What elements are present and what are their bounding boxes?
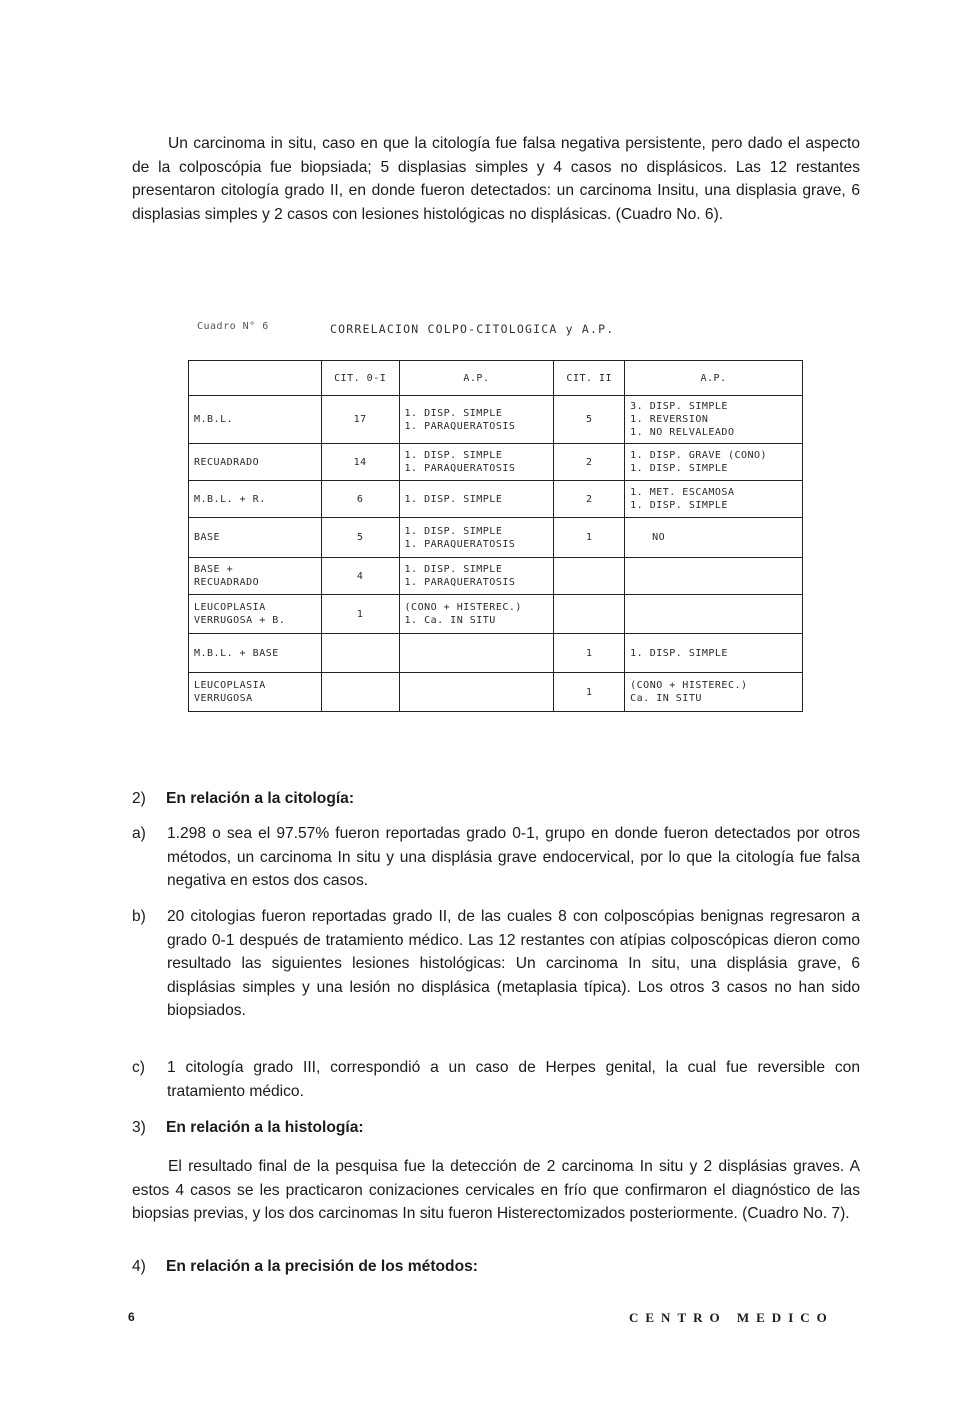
histology-paragraph: El resultado final de la pesquisa fue la detección de 2 carcinoma In situ y 2 displásias graves. A estos 4 casos se les practicaron conizaciones cervicales en frío que confirmaron el diagnóstico de las biopsias previas, y los dos carcinomas In situ fueron Histerectomizados posteriormente. (Cuadro No. 7). xyxy=(132,1158,860,1222)
cit-01-count: 5 xyxy=(321,518,399,558)
cit-01-count: 17 xyxy=(321,396,399,444)
ap-cit01-result: 1. DISP. SIMPLE 1. PARAQUERATOSIS xyxy=(399,396,554,444)
cit-2-count: 2 xyxy=(554,444,625,481)
cit-01-count xyxy=(321,673,399,712)
correlation-table xyxy=(188,360,803,712)
table-row xyxy=(189,673,803,712)
ap-cit2-result: 3. DISP. SIMPLE 1. REVERSION 1. NO RELVALEADO xyxy=(625,396,803,444)
cit-2-count xyxy=(554,595,625,634)
ap-cit2-result: 1. DISP. GRAVE (CONO) 1. DISP. SIMPLE xyxy=(625,444,803,481)
cit-2-count: 1 xyxy=(554,673,625,712)
ap-cit2-result xyxy=(625,558,803,595)
table-row xyxy=(189,396,803,444)
table-row xyxy=(189,444,803,481)
intro-paragraph: Un carcinoma in situ, caso en que la citología fue falsa negativa persistente, pero dado el aspecto de la colposcópia fue biopsiada; 5 displasias simples y 4 casos no displásicos. Las 12 restantes presentaron citología grado II, en donde fueron detectados: un carcinoma Insitu, una displasia grave, 6 displasias simples y 2 casos con lesiones histológicas no displásicas. (Cuadro No. 6). xyxy=(132,135,860,223)
table-row xyxy=(189,558,803,595)
table-row xyxy=(189,634,803,673)
section-2-number: 2) xyxy=(132,790,146,807)
row-name: BASE xyxy=(189,518,322,558)
ap-cit01-result: 1. DISP. SIMPLE xyxy=(399,481,554,518)
table-title: CORRELACION COLPO-CITOLOGICA y A.P. xyxy=(330,322,615,336)
item-text-c: 1 citología grado III, correspondió a un caso de Herpes genital, la cual fue reversible con tratamiento médico. xyxy=(167,1059,860,1100)
table-header-cell xyxy=(189,361,322,396)
ap-cit01-result: (CONO + HISTEREC.) 1. Ca. IN SITU xyxy=(399,595,554,634)
row-name: RECUADRADO xyxy=(189,444,322,481)
section-4-heading: En relación a la precisión de los métodos: xyxy=(166,1258,478,1275)
item-label-b: b) xyxy=(132,908,146,925)
row-name: M.B.L. xyxy=(189,396,322,444)
cit-2-count: 5 xyxy=(554,396,625,444)
ap-cit01-result: 1. DISP. SIMPLE 1. PARAQUERATOSIS xyxy=(399,518,554,558)
ap-cit2-result: NO xyxy=(625,518,803,558)
cit-2-count: 2 xyxy=(554,481,625,518)
ap-cit01-result: 1. DISP. SIMPLE 1. PARAQUERATOSIS xyxy=(399,444,554,481)
section-3-heading: En relación a la histología: xyxy=(166,1119,364,1136)
table-label: Cuadro N° 6 xyxy=(197,321,269,332)
row-name: LEUCOPLASIA VERRUGOSA + B. xyxy=(189,595,322,634)
section-2-heading: En relación a la citología: xyxy=(166,790,355,807)
section-4-number: 4) xyxy=(132,1258,146,1275)
cit-01-count: 14 xyxy=(321,444,399,481)
cit-2-count: 1 xyxy=(554,518,625,558)
table-header-cell: CIT. 0-I xyxy=(321,361,399,396)
table-row xyxy=(189,481,803,518)
table-row xyxy=(189,595,803,634)
ap-cit2-result: (CONO + HISTEREC.) Ca. IN SITU xyxy=(625,673,803,712)
cit-01-count: 1 xyxy=(321,595,399,634)
item-text-b: 20 citologias fueron reportadas grado II, de las cuales 8 con colposcópias benignas regresaron a grado 0-1 después de tratamiento médico. Las 12 restantes con atípias colposcópicas dieron como resultado las siguientes lesiones histológicas: Un carcinoma In situ, una displásia grave, 6 displásias simples y una lesión no displásica (metaplasia típica). Los otros 3 casos no han sido biopsiados. xyxy=(167,908,860,1019)
ap-cit2-result xyxy=(625,595,803,634)
item-text-a: 1.298 o sea el 97.57% fueron reportadas grado 0-1, grupo en donde fueron detectados por otros métodos, un carcinoma In situ y una displásia grave endocervical, por lo que la citología fue falsa negativa en estos dos casos. xyxy=(167,825,860,889)
row-name: LEUCOPLASIA VERRUGOSA xyxy=(189,673,322,712)
ap-cit2-result: 1. MET. ESCAMOSA 1. DISP. SIMPLE xyxy=(625,481,803,518)
publication-name: CENTRO MEDICO xyxy=(629,1310,834,1325)
table-header-row xyxy=(189,361,803,396)
table-header-cell: A.P. xyxy=(399,361,554,396)
table-header-cell: CIT. II xyxy=(554,361,625,396)
ap-cit01-result xyxy=(399,673,554,712)
section-3-number: 3) xyxy=(132,1119,146,1136)
ap-cit01-result: 1. DISP. SIMPLE 1. PARAQUERATOSIS xyxy=(399,558,554,595)
item-label-a: a) xyxy=(132,825,146,842)
cit-01-count: 4 xyxy=(321,558,399,595)
table-row xyxy=(189,518,803,558)
row-name: M.B.L. + BASE xyxy=(189,634,322,673)
ap-cit2-result: 1. DISP. SIMPLE xyxy=(625,634,803,673)
table-header-cell: A.P. xyxy=(625,361,803,396)
ap-cit01-result xyxy=(399,634,554,673)
row-name: M.B.L. + R. xyxy=(189,481,322,518)
row-name: BASE + RECUADRADO xyxy=(189,558,322,595)
cit-01-count xyxy=(321,634,399,673)
item-label-c: c) xyxy=(132,1059,145,1076)
cit-2-count: 1 xyxy=(554,634,625,673)
cit-2-count xyxy=(554,558,625,595)
page-number: 6 xyxy=(128,1310,135,1324)
cit-01-count: 6 xyxy=(321,481,399,518)
